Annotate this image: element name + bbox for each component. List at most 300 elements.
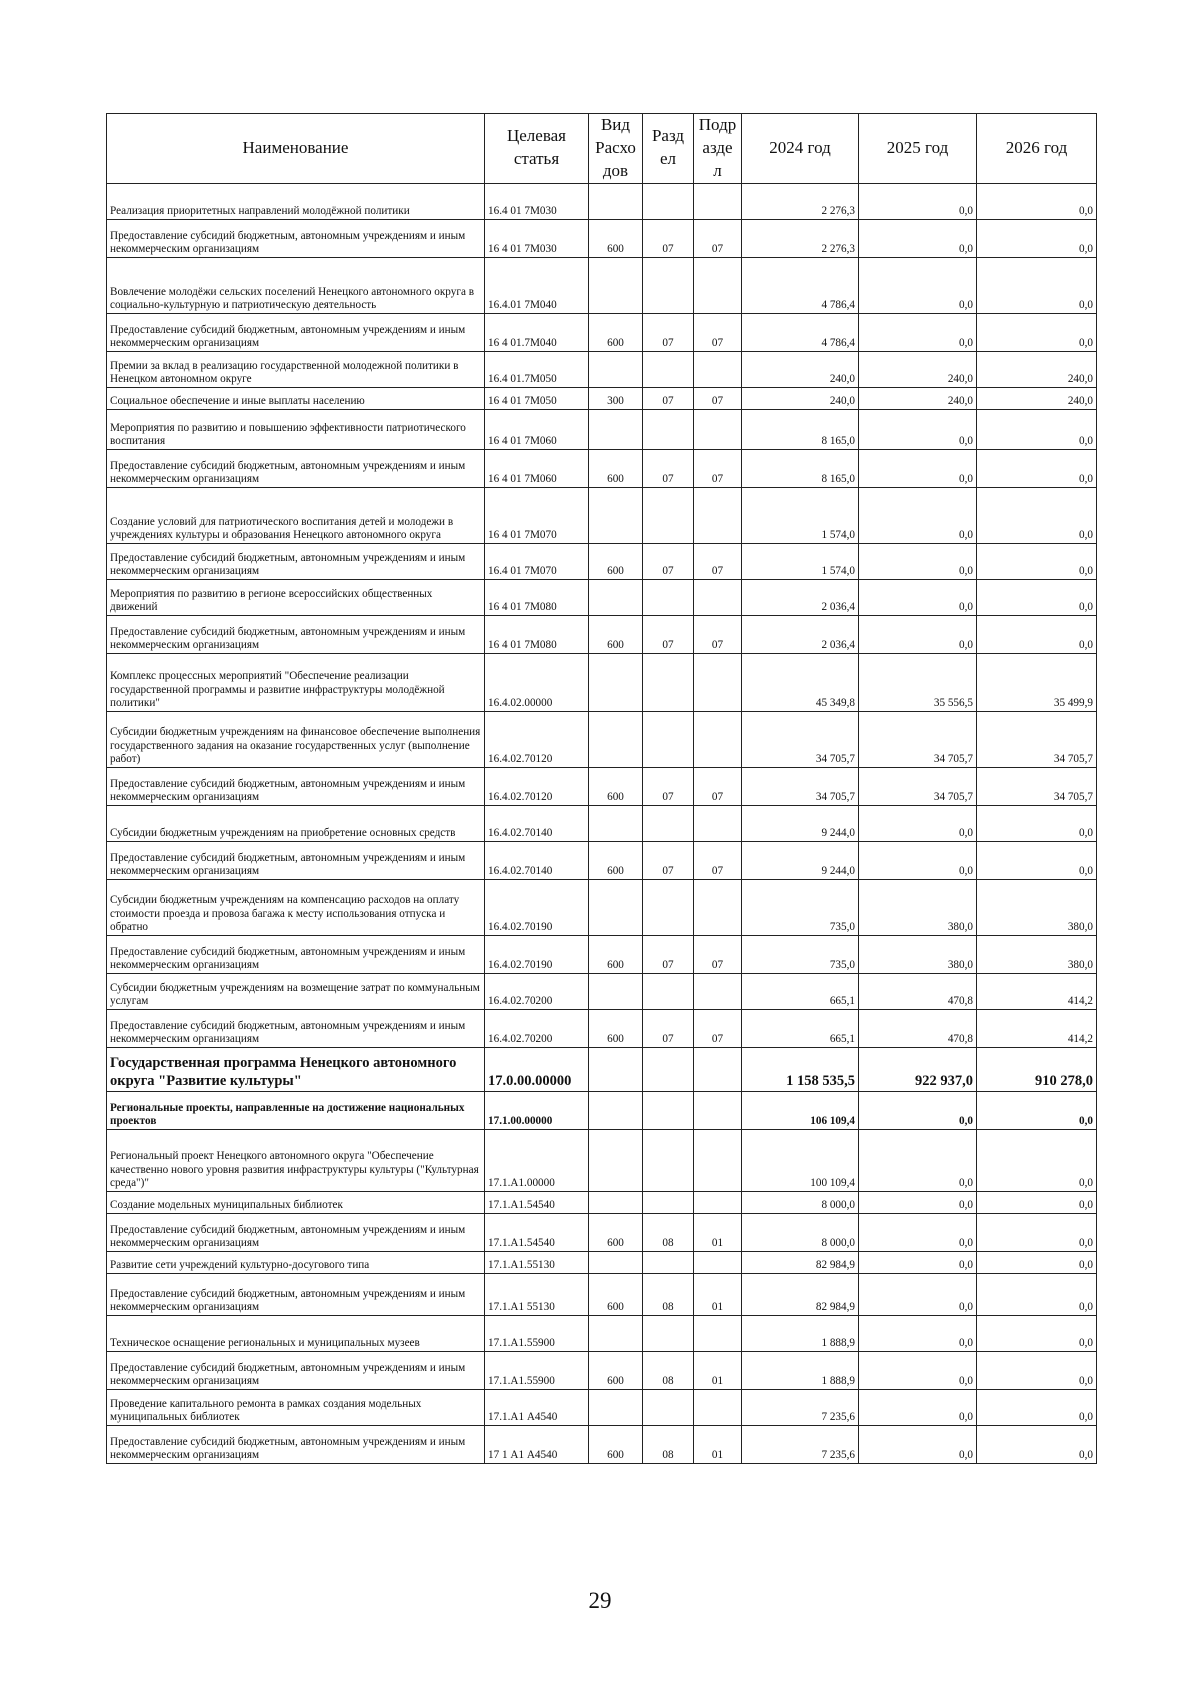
row-subsection (694, 879, 742, 935)
table-header-row (107, 114, 1097, 184)
row-amount-2026: 0,0 (977, 1129, 1097, 1191)
row-subsection: 01 (694, 1273, 742, 1315)
row-target-article: 16 4 01.7М040 (485, 313, 589, 351)
row-amount-2025: 0,0 (859, 449, 977, 487)
row-name: Комплекс процессных мероприятий "Обеспечение реализации государственной программы и развитие инфраструктуры молодёжной политики" (107, 653, 485, 711)
row-amount-2024: 735,0 (742, 879, 859, 935)
row-section (643, 1251, 694, 1273)
row-expense-type: 600 (589, 1213, 643, 1251)
row-section (643, 409, 694, 449)
table-row (107, 1009, 1097, 1047)
table-row (107, 1389, 1097, 1425)
row-target-article: 16.4.02.70190 (485, 879, 589, 935)
row-amount-2026: 414,2 (977, 973, 1097, 1009)
table-row (107, 387, 1097, 409)
row-expense-type (589, 1251, 643, 1273)
row-name: Предоставление субсидий бюджетным, автономным учреждениям и иным некоммерческим организациям (107, 449, 485, 487)
row-amount-2024: 665,1 (742, 973, 859, 1009)
row-subsection (694, 257, 742, 313)
row-section (643, 487, 694, 543)
row-section: 07 (643, 1009, 694, 1047)
row-amount-2025: 0,0 (859, 1213, 977, 1251)
row-amount-2026: 0,0 (977, 449, 1097, 487)
row-amount-2026: 0,0 (977, 1213, 1097, 1251)
row-subsection: 07 (694, 1009, 742, 1047)
row-amount-2026: 0,0 (977, 1389, 1097, 1425)
row-target-article: 17.1.А1.55130 (485, 1251, 589, 1273)
row-amount-2025: 470,8 (859, 973, 977, 1009)
row-subsection: 07 (694, 387, 742, 409)
row-amount-2024: 100 109,4 (742, 1129, 859, 1191)
row-amount-2025: 0,0 (859, 1129, 977, 1191)
row-amount-2026: 35 499,9 (977, 653, 1097, 711)
table-row (107, 1129, 1097, 1191)
table-row (107, 219, 1097, 257)
row-name: Субсидии бюджетным учреждениям на возмещение затрат по коммунальным услугам (107, 973, 485, 1009)
row-name: Мероприятия по развитию в регионе всероссийских общественных движений (107, 579, 485, 615)
row-amount-2025: 0,0 (859, 313, 977, 351)
row-amount-2025: 0,0 (859, 1351, 977, 1389)
row-amount-2026: 0,0 (977, 1091, 1097, 1129)
row-amount-2026: 0,0 (977, 1315, 1097, 1351)
row-amount-2025: 0,0 (859, 219, 977, 257)
row-amount-2025: 0,0 (859, 409, 977, 449)
row-amount-2025: 0,0 (859, 487, 977, 543)
row-amount-2025: 34 705,7 (859, 711, 977, 767)
row-amount-2024: 1 888,9 (742, 1315, 859, 1351)
row-expense-type (589, 1191, 643, 1213)
row-section (643, 1191, 694, 1213)
row-amount-2026: 0,0 (977, 1351, 1097, 1389)
row-section: 07 (643, 841, 694, 879)
row-amount-2026: 34 705,7 (977, 767, 1097, 805)
row-subsection: 01 (694, 1351, 742, 1389)
row-amount-2024: 2 276,3 (742, 219, 859, 257)
row-section: 07 (643, 313, 694, 351)
row-target-article: 17.1.А1 А4540 (485, 1389, 589, 1425)
table-row (107, 1213, 1097, 1251)
row-amount-2025: 0,0 (859, 1425, 977, 1463)
row-target-article: 17.1.А1.55900 (485, 1315, 589, 1351)
row-amount-2025: 0,0 (859, 1273, 977, 1315)
row-section (643, 579, 694, 615)
row-amount-2026: 240,0 (977, 387, 1097, 409)
row-subsection: 07 (694, 935, 742, 973)
row-target-article: 16.4.02.70120 (485, 767, 589, 805)
row-section: 08 (643, 1425, 694, 1463)
row-amount-2026: 34 705,7 (977, 711, 1097, 767)
row-subsection (694, 805, 742, 841)
row-amount-2025: 0,0 (859, 1315, 977, 1351)
row-section: 08 (643, 1213, 694, 1251)
row-subsection (694, 579, 742, 615)
table-row (107, 935, 1097, 973)
row-section (643, 1091, 694, 1129)
row-target-article: 16.4 01 7М030 (485, 183, 589, 219)
row-amount-2025: 0,0 (859, 183, 977, 219)
row-target-article: 16.4.02.70200 (485, 1009, 589, 1047)
table-row (107, 1351, 1097, 1389)
row-expense-type (589, 653, 643, 711)
row-amount-2026: 240,0 (977, 351, 1097, 387)
row-section (643, 1047, 694, 1091)
row-target-article: 16 4 01 7М080 (485, 615, 589, 653)
row-amount-2025: 380,0 (859, 879, 977, 935)
row-expense-type (589, 1129, 643, 1191)
row-amount-2024: 2 036,4 (742, 579, 859, 615)
row-amount-2025: 34 705,7 (859, 767, 977, 805)
row-name: Реализация приоритетных направлений молодёжной политики (107, 183, 485, 219)
row-subsection (694, 409, 742, 449)
row-target-article: 17.1.А1.54540 (485, 1191, 589, 1213)
row-name: Техническое оснащение региональных и муниципальных музеев (107, 1315, 485, 1351)
header-subsection: Подр азде л (694, 114, 742, 184)
row-target-article: 16.4.02.70120 (485, 711, 589, 767)
row-subsection (694, 1191, 742, 1213)
row-name: Создание условий для патриотического воспитания детей и молодежи в учреждениях культуры и образования Ненецкого автономного округа (107, 487, 485, 543)
row-section (643, 1129, 694, 1191)
table-row (107, 449, 1097, 487)
row-expense-type (589, 1091, 643, 1129)
row-amount-2024: 45 349,8 (742, 653, 859, 711)
header-2025: 2025 год (859, 114, 977, 184)
row-section (643, 1389, 694, 1425)
row-name: Региональный проект Ненецкого автономного округа "Обеспечение качественно нового уровня развития инфраструктуры культуры ("Культурная среда")" (107, 1129, 485, 1191)
table-row (107, 1047, 1097, 1091)
row-amount-2025: 0,0 (859, 579, 977, 615)
row-section (643, 973, 694, 1009)
row-section: 07 (643, 935, 694, 973)
row-expense-type: 600 (589, 449, 643, 487)
row-amount-2024: 82 984,9 (742, 1273, 859, 1315)
row-expense-type (589, 973, 643, 1009)
row-name: Предоставление субсидий бюджетным, автономным учреждениям и иным некоммерческим организациям (107, 1213, 485, 1251)
row-name: Региональные проекты, направленные на достижение национальных проектов (107, 1091, 485, 1129)
table-row (107, 183, 1097, 219)
row-subsection (694, 1315, 742, 1351)
row-amount-2025: 0,0 (859, 1389, 977, 1425)
row-name: Предоставление субсидий бюджетным, автономным учреждениям и иным некоммерческим организациям (107, 767, 485, 805)
row-target-article: 17.1.А1.54540 (485, 1213, 589, 1251)
row-target-article: 16.4.02.70200 (485, 973, 589, 1009)
row-name: Субсидии бюджетным учреждениям на компенсацию расходов на оплату стоимости проезда и провоза багажа к месту использования отпуска и обратно (107, 879, 485, 935)
row-section (643, 653, 694, 711)
row-name: Предоставление субсидий бюджетным, автономным учреждениям и иным некоммерческим организациям (107, 1425, 485, 1463)
row-amount-2026: 0,0 (977, 543, 1097, 579)
row-amount-2026: 0,0 (977, 183, 1097, 219)
row-amount-2025: 35 556,5 (859, 653, 977, 711)
table-row (107, 543, 1097, 579)
row-section (643, 257, 694, 313)
row-amount-2024: 1 158 535,5 (742, 1047, 859, 1091)
row-amount-2025: 470,8 (859, 1009, 977, 1047)
row-name: Предоставление субсидий бюджетным, автономным учреждениям и иным некоммерческим организациям (107, 313, 485, 351)
row-target-article: 17 1 А1 А4540 (485, 1425, 589, 1463)
row-target-article: 16 4 01 7М080 (485, 579, 589, 615)
row-target-article: 17.0.00.00000 (485, 1047, 589, 1091)
row-amount-2024: 8 165,0 (742, 449, 859, 487)
row-name: Предоставление субсидий бюджетным, автономным учреждениям и иным некоммерческим организациям (107, 1273, 485, 1315)
row-name: Социальное обеспечение и иные выплаты населению (107, 387, 485, 409)
row-subsection (694, 653, 742, 711)
table-row (107, 351, 1097, 387)
row-target-article: 16.4 01.7М050 (485, 351, 589, 387)
table-row (107, 1425, 1097, 1463)
row-name: Предоставление субсидий бюджетным, автономным учреждениям и иным некоммерческим организациям (107, 1009, 485, 1047)
row-amount-2025: 240,0 (859, 387, 977, 409)
row-expense-type: 600 (589, 935, 643, 973)
row-expense-type (589, 1315, 643, 1351)
row-amount-2026: 0,0 (977, 487, 1097, 543)
row-name: Вовлечение молодёжи сельских поселений Ненецкого автономного округа в социально-культурную и патриотическую деятельность (107, 257, 485, 313)
table-row (107, 653, 1097, 711)
row-expense-type: 600 (589, 1425, 643, 1463)
row-subsection (694, 351, 742, 387)
row-expense-type: 600 (589, 767, 643, 805)
row-amount-2025: 0,0 (859, 805, 977, 841)
row-subsection: 07 (694, 615, 742, 653)
table-row (107, 1315, 1097, 1351)
table-row (107, 1091, 1097, 1129)
row-target-article: 16.4.02.70140 (485, 841, 589, 879)
header-name: Наименование (107, 114, 485, 184)
row-amount-2026: 0,0 (977, 615, 1097, 653)
row-target-article: 16.4 01 7М070 (485, 543, 589, 579)
row-name: Создание модельных муниципальных библиотек (107, 1191, 485, 1213)
row-amount-2024: 2 276,3 (742, 183, 859, 219)
row-amount-2024: 7 235,6 (742, 1389, 859, 1425)
row-amount-2025: 380,0 (859, 935, 977, 973)
row-name: Предоставление субсидий бюджетным, автономным учреждениям и иным некоммерческим организациям (107, 219, 485, 257)
row-expense-type: 600 (589, 1273, 643, 1315)
row-name: Субсидии бюджетным учреждениям на финансовое обеспечение выполнения государственного задания на оказание государственных услуг (выполнение работ) (107, 711, 485, 767)
header-target-article: Целевая статья (485, 114, 589, 184)
row-expense-type: 600 (589, 219, 643, 257)
row-amount-2024: 82 984,9 (742, 1251, 859, 1273)
row-amount-2026: 0,0 (977, 257, 1097, 313)
row-amount-2024: 735,0 (742, 935, 859, 973)
row-amount-2026: 910 278,0 (977, 1047, 1097, 1091)
row-section: 07 (643, 767, 694, 805)
row-amount-2024: 9 244,0 (742, 841, 859, 879)
row-section (643, 711, 694, 767)
row-name: Развитие сети учреждений культурно-досугового типа (107, 1251, 485, 1273)
row-amount-2024: 2 036,4 (742, 615, 859, 653)
row-amount-2024: 4 786,4 (742, 313, 859, 351)
row-amount-2026: 0,0 (977, 841, 1097, 879)
row-amount-2026: 380,0 (977, 935, 1097, 973)
row-amount-2026: 0,0 (977, 219, 1097, 257)
row-amount-2026: 0,0 (977, 1191, 1097, 1213)
row-expense-type (589, 351, 643, 387)
row-name: Премии за вклад в реализацию государственной молодежной политики в Ненецком автономном округе (107, 351, 485, 387)
row-expense-type (589, 409, 643, 449)
row-subsection (694, 1047, 742, 1091)
header-2026: 2026 год (977, 114, 1097, 184)
row-amount-2025: 0,0 (859, 1091, 977, 1129)
row-amount-2025: 0,0 (859, 543, 977, 579)
row-section: 07 (643, 449, 694, 487)
row-target-article: 16 4 01 7М030 (485, 219, 589, 257)
row-amount-2025: 922 937,0 (859, 1047, 977, 1091)
table-row (107, 409, 1097, 449)
row-name: Государственная программа Ненецкого автономного округа "Развитие культуры" (107, 1047, 485, 1091)
header-2024: 2024 год (742, 114, 859, 184)
row-expense-type: 600 (589, 313, 643, 351)
row-expense-type: 600 (589, 615, 643, 653)
row-subsection: 07 (694, 841, 742, 879)
budget-table (106, 113, 1097, 1464)
row-amount-2024: 9 244,0 (742, 805, 859, 841)
row-amount-2025: 0,0 (859, 615, 977, 653)
row-target-article: 17.1.А1.55900 (485, 1351, 589, 1389)
table-row (107, 767, 1097, 805)
row-name: Предоставление субсидий бюджетным, автономным учреждениям и иным некоммерческим организациям (107, 543, 485, 579)
row-name: Предоставление субсидий бюджетным, автономным учреждениям и иным некоммерческим организациям (107, 841, 485, 879)
row-amount-2024: 1 888,9 (742, 1351, 859, 1389)
row-expense-type (589, 183, 643, 219)
row-amount-2024: 8 000,0 (742, 1191, 859, 1213)
row-subsection (694, 183, 742, 219)
table-row (107, 1251, 1097, 1273)
table-row (107, 615, 1097, 653)
row-amount-2026: 0,0 (977, 805, 1097, 841)
page-number: 29 (588, 1588, 612, 1613)
row-amount-2024: 1 574,0 (742, 543, 859, 579)
row-amount-2026: 0,0 (977, 409, 1097, 449)
row-subsection (694, 487, 742, 543)
table-row (107, 579, 1097, 615)
table-row (107, 973, 1097, 1009)
row-section: 07 (643, 387, 694, 409)
row-subsection: 07 (694, 313, 742, 351)
row-target-article: 16 4 01 7М070 (485, 487, 589, 543)
row-subsection (694, 1389, 742, 1425)
row-expense-type (589, 257, 643, 313)
row-section: 08 (643, 1273, 694, 1315)
header-expense-type: Вид Расхо дов (589, 114, 643, 184)
row-amount-2024: 240,0 (742, 351, 859, 387)
row-subsection: 01 (694, 1425, 742, 1463)
row-expense-type: 600 (589, 543, 643, 579)
row-amount-2024: 8 000,0 (742, 1213, 859, 1251)
table-row (107, 805, 1097, 841)
row-section: 07 (643, 543, 694, 579)
row-target-article: 16.4.01 7М040 (485, 257, 589, 313)
table-row (107, 313, 1097, 351)
row-amount-2026: 380,0 (977, 879, 1097, 935)
row-target-article: 16 4 01 7М060 (485, 409, 589, 449)
row-amount-2024: 1 574,0 (742, 487, 859, 543)
row-name: Предоставление субсидий бюджетным, автономным учреждениям и иным некоммерческим организациям (107, 935, 485, 973)
row-section (643, 879, 694, 935)
row-target-article: 16.4.02.70190 (485, 935, 589, 973)
row-name: Субсидии бюджетным учреждениям на приобретение основных средств (107, 805, 485, 841)
row-section (643, 351, 694, 387)
table-row (107, 1273, 1097, 1315)
row-expense-type (589, 487, 643, 543)
row-target-article: 16 4 01 7М060 (485, 449, 589, 487)
row-amount-2026: 0,0 (977, 1273, 1097, 1315)
row-target-article: 17.1.А1.00000 (485, 1129, 589, 1191)
row-amount-2026: 0,0 (977, 313, 1097, 351)
row-amount-2025: 0,0 (859, 841, 977, 879)
table-body (107, 183, 1097, 1463)
row-section: 07 (643, 615, 694, 653)
row-subsection: 07 (694, 767, 742, 805)
row-name: Предоставление субсидий бюджетным, автономным учреждениям и иным некоммерческим организациям (107, 615, 485, 653)
row-target-article: 16.4.02.00000 (485, 653, 589, 711)
row-name: Предоставление субсидий бюджетным, автономным учреждениям и иным некоммерческим организациям (107, 1351, 485, 1389)
row-section: 07 (643, 219, 694, 257)
row-subsection (694, 1129, 742, 1191)
row-target-article: 17.1.А1 55130 (485, 1273, 589, 1315)
row-amount-2025: 240,0 (859, 351, 977, 387)
row-amount-2025: 0,0 (859, 1251, 977, 1273)
row-target-article: 16 4 01 7М050 (485, 387, 589, 409)
row-expense-type (589, 1389, 643, 1425)
row-expense-type (589, 579, 643, 615)
row-target-article: 16.4.02.70140 (485, 805, 589, 841)
row-amount-2026: 0,0 (977, 1425, 1097, 1463)
row-amount-2026: 0,0 (977, 579, 1097, 615)
row-subsection: 07 (694, 543, 742, 579)
row-name: Мероприятия по развитию и повышению эффективности патриотического воспитания (107, 409, 485, 449)
row-expense-type: 600 (589, 841, 643, 879)
row-expense-type (589, 1047, 643, 1091)
row-section: 08 (643, 1351, 694, 1389)
row-name: Проведение капитального ремонта в рамках создания модельных муниципальных библиотек (107, 1389, 485, 1425)
row-section (643, 805, 694, 841)
row-expense-type: 600 (589, 1351, 643, 1389)
row-expense-type (589, 711, 643, 767)
row-subsection: 07 (694, 219, 742, 257)
table-row (107, 1191, 1097, 1213)
table-row (107, 841, 1097, 879)
row-amount-2024: 240,0 (742, 387, 859, 409)
row-subsection (694, 711, 742, 767)
row-subsection: 07 (694, 449, 742, 487)
row-amount-2026: 414,2 (977, 1009, 1097, 1047)
table-row (107, 711, 1097, 767)
table-row (107, 257, 1097, 313)
row-expense-type: 300 (589, 387, 643, 409)
row-subsection (694, 1091, 742, 1129)
table-row (107, 487, 1097, 543)
row-expense-type (589, 879, 643, 935)
row-section (643, 183, 694, 219)
row-amount-2024: 4 786,4 (742, 257, 859, 313)
row-amount-2024: 106 109,4 (742, 1091, 859, 1129)
row-target-article: 17.1.00.00000 (485, 1091, 589, 1129)
row-amount-2024: 34 705,7 (742, 711, 859, 767)
row-subsection (694, 973, 742, 1009)
row-subsection (694, 1251, 742, 1273)
row-amount-2025: 0,0 (859, 257, 977, 313)
row-expense-type: 600 (589, 1009, 643, 1047)
row-amount-2025: 0,0 (859, 1191, 977, 1213)
row-expense-type (589, 805, 643, 841)
row-subsection: 01 (694, 1213, 742, 1251)
row-amount-2024: 34 705,7 (742, 767, 859, 805)
row-amount-2024: 665,1 (742, 1009, 859, 1047)
row-amount-2026: 0,0 (977, 1251, 1097, 1273)
table-row (107, 879, 1097, 935)
row-amount-2024: 8 165,0 (742, 409, 859, 449)
row-amount-2024: 7 235,6 (742, 1425, 859, 1463)
header-section: Разд ел (643, 114, 694, 184)
row-section (643, 1315, 694, 1351)
